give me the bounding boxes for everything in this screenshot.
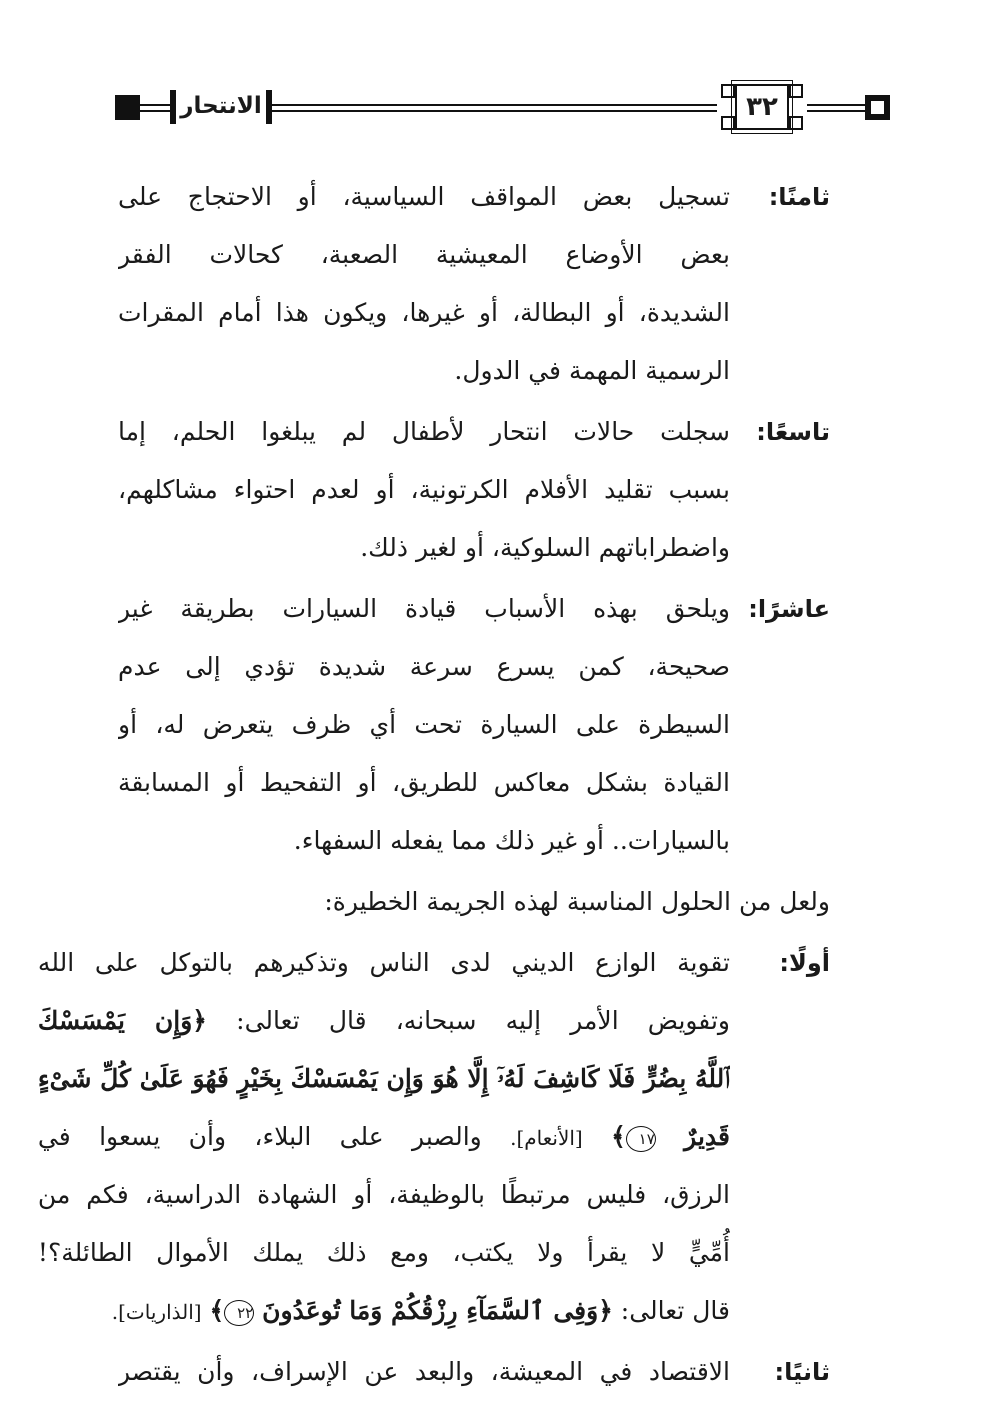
quran-verse: ﴿وَإِن يَمْسَسْكَ <box>37 1006 207 1035</box>
item-label: ثامنًا: <box>768 183 830 211</box>
item-label: تاسعًا: <box>756 418 830 446</box>
text-span: قال تعالى: <box>620 1296 730 1325</box>
text-line: الشديدة، أو البطالة، أو غيرها، ويكون هذا أمام المقرات <box>118 298 730 327</box>
solutions-intro: ولعل من الحلول المناسبة لهذه الجريمة الخطيرة: <box>324 887 830 916</box>
text-span: وتفويض الأمر إليه سبحانه، قال تعالى: <box>236 1006 730 1035</box>
page-content <box>37 168 830 1401</box>
list-item-first <box>37 934 830 1340</box>
text-line: بسبب تقليد الأفلام الكرتونية، أو لعدم احتواء مشاكلهم، <box>118 475 730 504</box>
item-label: ثانيًا: <box>774 1358 830 1386</box>
text-line: الرزق، فليس مرتبطًا بالوظيفة، أو الشهادة الدراسية، فكم من <box>37 1180 730 1209</box>
list-item-ninth <box>118 403 830 577</box>
header-rule <box>140 104 170 112</box>
item-text <box>118 1343 730 1401</box>
text-line: تقوية الوازع الديني لدى الناس وتذكيرهم بالتوكل على الله <box>37 948 730 977</box>
text-span: والصبر على البلاء، وأن يسعوا في <box>37 1122 482 1151</box>
ayah-number-marker: ١٧ <box>626 1126 656 1152</box>
quran-bracket: ﴾ <box>611 1122 626 1151</box>
frame-corner-ornament <box>789 116 803 130</box>
text-line: سجلت حالات انتحار لأطفال لم يبلغوا الحلم، إما <box>118 417 730 446</box>
text-line: بالسيارات.. أو غير ذلك مما يفعله السفهاء. <box>293 826 730 855</box>
text-line <box>38 992 730 1050</box>
text-line: واضطراباتهم السلوكية، أو لغير ذلك. <box>360 533 730 562</box>
text-line: الاقتصاد في المعيشة، والبعد عن الإسراف، وأن يقتصر <box>118 1357 730 1386</box>
item-text <box>118 403 730 577</box>
list-item-eighth <box>118 168 830 400</box>
ayah-number-marker: ٢٢ <box>224 1300 254 1326</box>
chapter-title: الانتحار <box>180 93 262 119</box>
item-label: عاشرًا: <box>748 595 830 623</box>
header-rule <box>272 104 717 112</box>
surah-reference: [الذاريات]. <box>111 1300 202 1324</box>
item-label: أولًا: <box>779 949 830 977</box>
header-ornament-square-outline <box>865 95 890 120</box>
quran-verse-line: ٱللَّهُ بِضُرٍّ فَلَا كَاشِفَ لَهُۥٓ إِلَّا هُوَ وَإِن يَمْسَسْكَ بِخَيْرٍ فَهُوَ عَلَىٰ كُلِّ شَىْءٍ <box>37 1064 730 1093</box>
text-line: القيادة بشكل معاكس للطريق، أو التفحيط أو المسابقة <box>118 768 730 797</box>
page-number-frame <box>717 78 807 136</box>
frame-corner-ornament <box>721 84 735 98</box>
page-number: ٣٢ <box>746 92 778 122</box>
text-line: صحيحة، كمن يسرع سرعة شديدة تؤدي إلى عدم <box>118 652 730 681</box>
text-line: بعض الأوضاع المعيشية الصعبة، كحالات الفقر <box>118 240 730 269</box>
text-line: أُمِّيٍّ لا يقرأ ولا يكتب، ومع ذلك يملك الأموال الطائلة؟! <box>37 1238 730 1267</box>
item-text <box>118 580 730 870</box>
quran-bracket: ﴾ <box>209 1296 225 1325</box>
page-header <box>115 78 890 136</box>
header-bar <box>266 90 272 124</box>
quran-verse: قَدِيرٌ <box>684 1122 730 1151</box>
text-line: ويلحق بهذه الأسباب قيادة السيارات بطريقة غير <box>118 594 730 623</box>
text-line: السيطرة على السيارة تحت أي ظرف يتعرض له، أو <box>118 710 730 739</box>
item-text <box>38 934 730 1340</box>
frame-corner-ornament <box>789 84 803 98</box>
item-text <box>118 168 730 400</box>
list-item-second <box>118 1343 830 1401</box>
header-bar <box>170 90 176 124</box>
text-line: الرسمية المهمة في الدول. <box>454 356 730 385</box>
header-rule <box>807 104 865 112</box>
text-line: تسجيل بعض المواقف السياسية، أو الاحتجاج على <box>118 182 730 211</box>
header-ornament-square-filled <box>115 95 140 120</box>
list-item-tenth <box>118 580 830 870</box>
quran-verse: ﴿وَفِى ٱلسَّمَآءِ رِزْقُكُمْ وَمَا تُوعَدُونَ <box>262 1296 613 1325</box>
surah-reference: [الأنعام]. <box>510 1126 583 1150</box>
frame-corner-ornament <box>721 116 735 130</box>
text-line <box>38 1108 730 1166</box>
text-line <box>38 1282 730 1340</box>
